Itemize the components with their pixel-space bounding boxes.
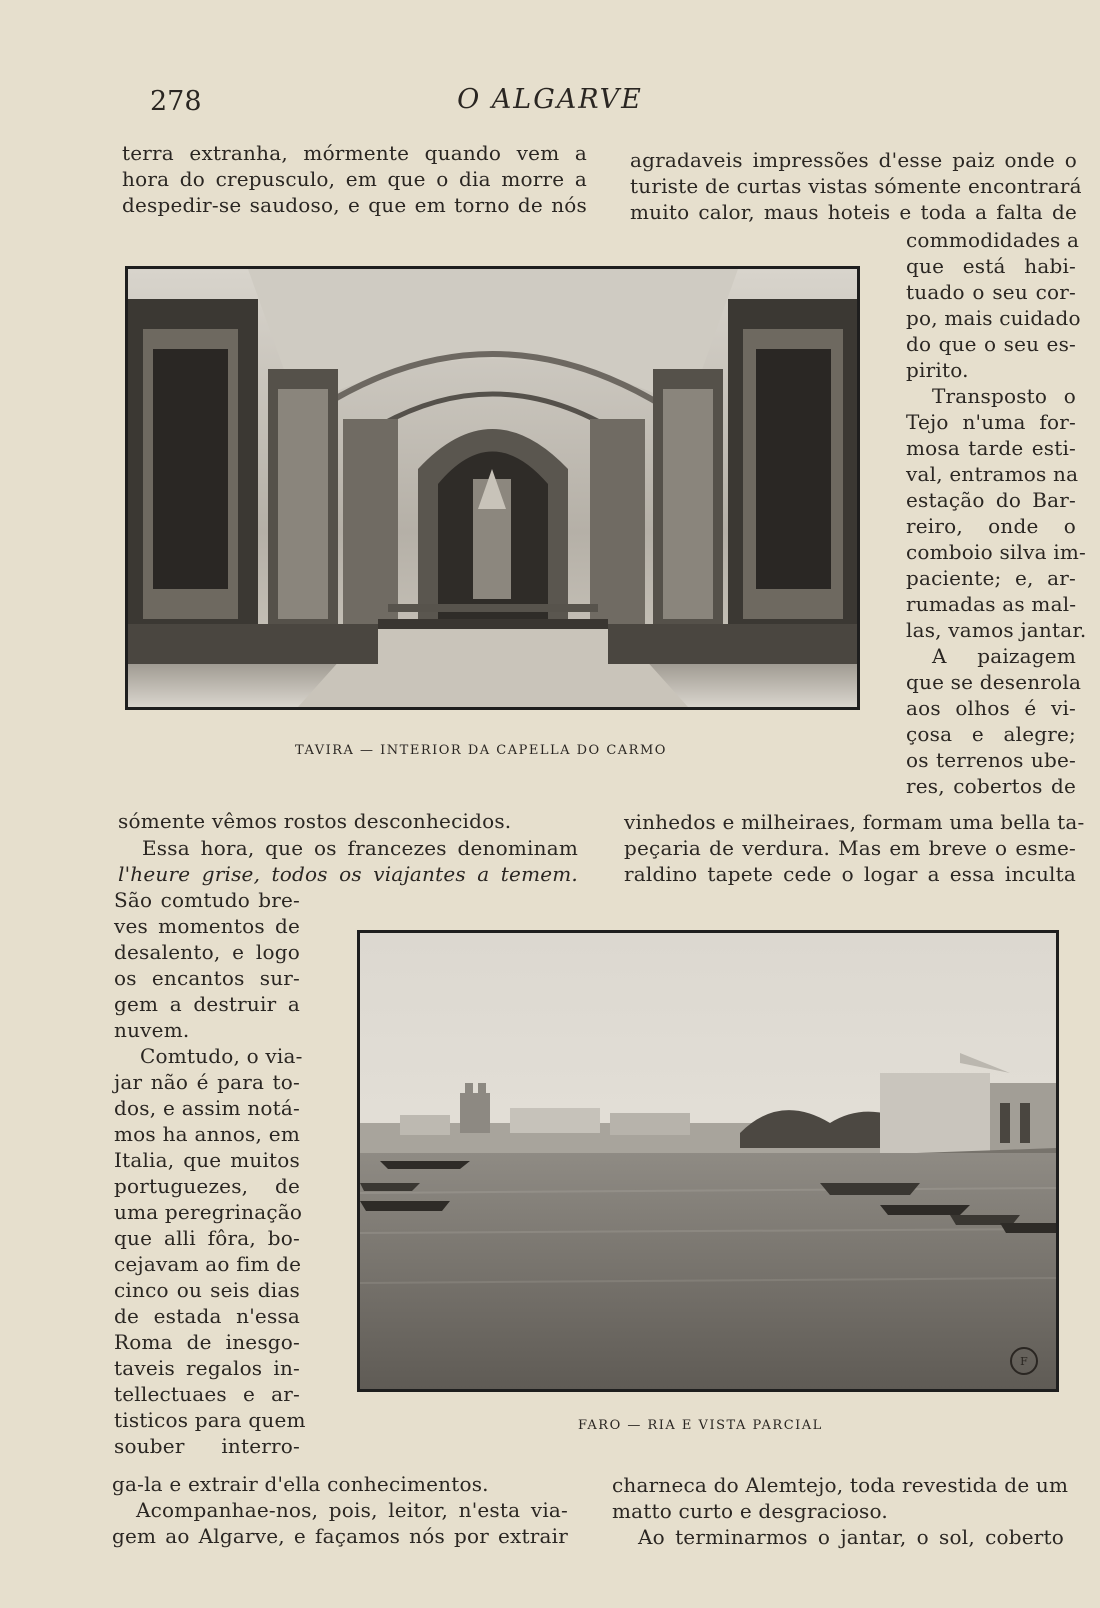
text-line: de estada n'essa: [114, 1304, 300, 1328]
text-line: A paizagem: [932, 644, 1076, 668]
svg-text:F: F: [1020, 1355, 1028, 1368]
text-line: Tejo n'uma for-: [906, 410, 1076, 434]
text-line: comboio silva im-: [906, 540, 1087, 564]
text-line: las, vamos jantar.: [906, 618, 1087, 642]
photo-caption-tavira: TAVIRA — INTERIOR DA CAPELLA DO CARMO: [295, 743, 667, 758]
text-line: reiro, onde o: [906, 514, 1076, 538]
photo-caption-faro: FARO — RIA E VISTA PARCIAL: [578, 1418, 823, 1433]
text-line: que alli fôra, bo-: [114, 1226, 300, 1250]
text-line: paciente; e, ar-: [906, 566, 1076, 590]
text-line: uma peregrinação: [114, 1200, 303, 1224]
text-line: despedir-se saudoso, e que em torno de nós: [122, 193, 587, 217]
text-line: çosa e alegre;: [906, 722, 1076, 746]
text-line: tisticos para quem: [114, 1408, 306, 1432]
text-line: val, entramos na: [906, 462, 1079, 486]
text-line: São comtudo bre-: [114, 888, 300, 912]
faro-harbor-illustration: [360, 933, 1056, 1389]
text-line: hora do crepusculo, em que o dia morre a: [122, 167, 587, 191]
text-line: desalento, e logo: [114, 940, 300, 964]
text-line: vinhedos e milheiraes, formam uma bella ta-: [624, 810, 1085, 834]
photo-faro-ria: [357, 930, 1059, 1392]
text-line: os encantos sur-: [114, 966, 300, 990]
running-title: O ALGARVE: [457, 84, 643, 115]
text-line: Comtudo, o via-: [140, 1044, 303, 1068]
text-line: commodidades a: [906, 228, 1080, 252]
text-line: terra extranha, mórmente quando vem a: [122, 141, 587, 165]
text-line: aos olhos é vi-: [906, 696, 1076, 720]
text-line: portuguezes, de: [114, 1174, 300, 1198]
text-line: charneca do Alemtejo, toda revestida de um: [612, 1473, 1069, 1497]
text-line: gem ao Algarve, e façamos nós por extrair: [112, 1524, 568, 1548]
text-line: pirito.: [906, 358, 969, 382]
text-line: sómente vêmos rostos desconhecidos.: [118, 809, 512, 833]
text-line: po, mais cuidado: [906, 306, 1081, 330]
text-line: res, cobertos de: [906, 774, 1076, 798]
text-line: agradaveis impressões d'esse paiz onde o: [630, 148, 1077, 172]
text-line: gem a destruir a: [114, 992, 300, 1016]
text-line: do que o seu es-: [906, 332, 1076, 356]
text-line: raldino tapete cede o logar a essa inculta: [624, 862, 1076, 886]
text-line: turiste de curtas vistas sómente encontrará: [630, 174, 1082, 198]
text-line: estação do Bar-: [906, 488, 1076, 512]
text-line: tellectuaes e ar-: [114, 1382, 300, 1406]
text-line: dos, e assim notá-: [114, 1096, 300, 1120]
text-line: jar não é para to-: [114, 1070, 300, 1094]
photo-tavira-chapel-interior: [125, 266, 860, 710]
text-line: Roma de inesgo-: [114, 1330, 300, 1354]
text-line: que se desenrola: [906, 670, 1082, 694]
text-line: cinco ou seis dias: [114, 1278, 300, 1302]
text-line: Essa hora, que os francezes denominam: [142, 836, 578, 860]
text-line: ga-la e extrair d'ella conhecimentos.: [112, 1472, 489, 1496]
text-line: peçaria de verdura. Mas em breve o esme-: [624, 836, 1076, 860]
text-line: Transposto o: [932, 384, 1076, 408]
text-line: matto curto e desgracioso.: [612, 1499, 888, 1523]
text-line: mosa tarde esti-: [906, 436, 1076, 460]
text-line: muito calor, maus hoteis e toda a falta de: [630, 200, 1077, 224]
chapel-interior-illustration: [128, 269, 857, 707]
text-line: que está habi-: [906, 254, 1076, 278]
text-line: nuvem.: [114, 1018, 190, 1042]
text-line: rumadas as mal-: [906, 592, 1077, 616]
text-line: l'heure grise, todos os viajantes a temem.: [118, 862, 578, 886]
text-line: tuado o seu cor-: [906, 280, 1076, 304]
text-line: cejavam ao fim de: [114, 1252, 302, 1276]
text-line: Italia, que muitos: [114, 1148, 300, 1172]
text-line: souber interro-: [114, 1434, 300, 1458]
text-line: Ao terminarmos o jantar, o sol, coberto: [638, 1525, 1064, 1549]
text-line: mos ha annos, em: [114, 1122, 300, 1146]
page-number: 278: [150, 86, 202, 117]
text-line: Acompanhae-nos, pois, leitor, n'esta via-: [136, 1498, 568, 1522]
text-line: taveis regalos in-: [114, 1356, 300, 1380]
text-line: os terrenos ube-: [906, 748, 1076, 772]
text-line: ves momentos de: [114, 914, 300, 938]
